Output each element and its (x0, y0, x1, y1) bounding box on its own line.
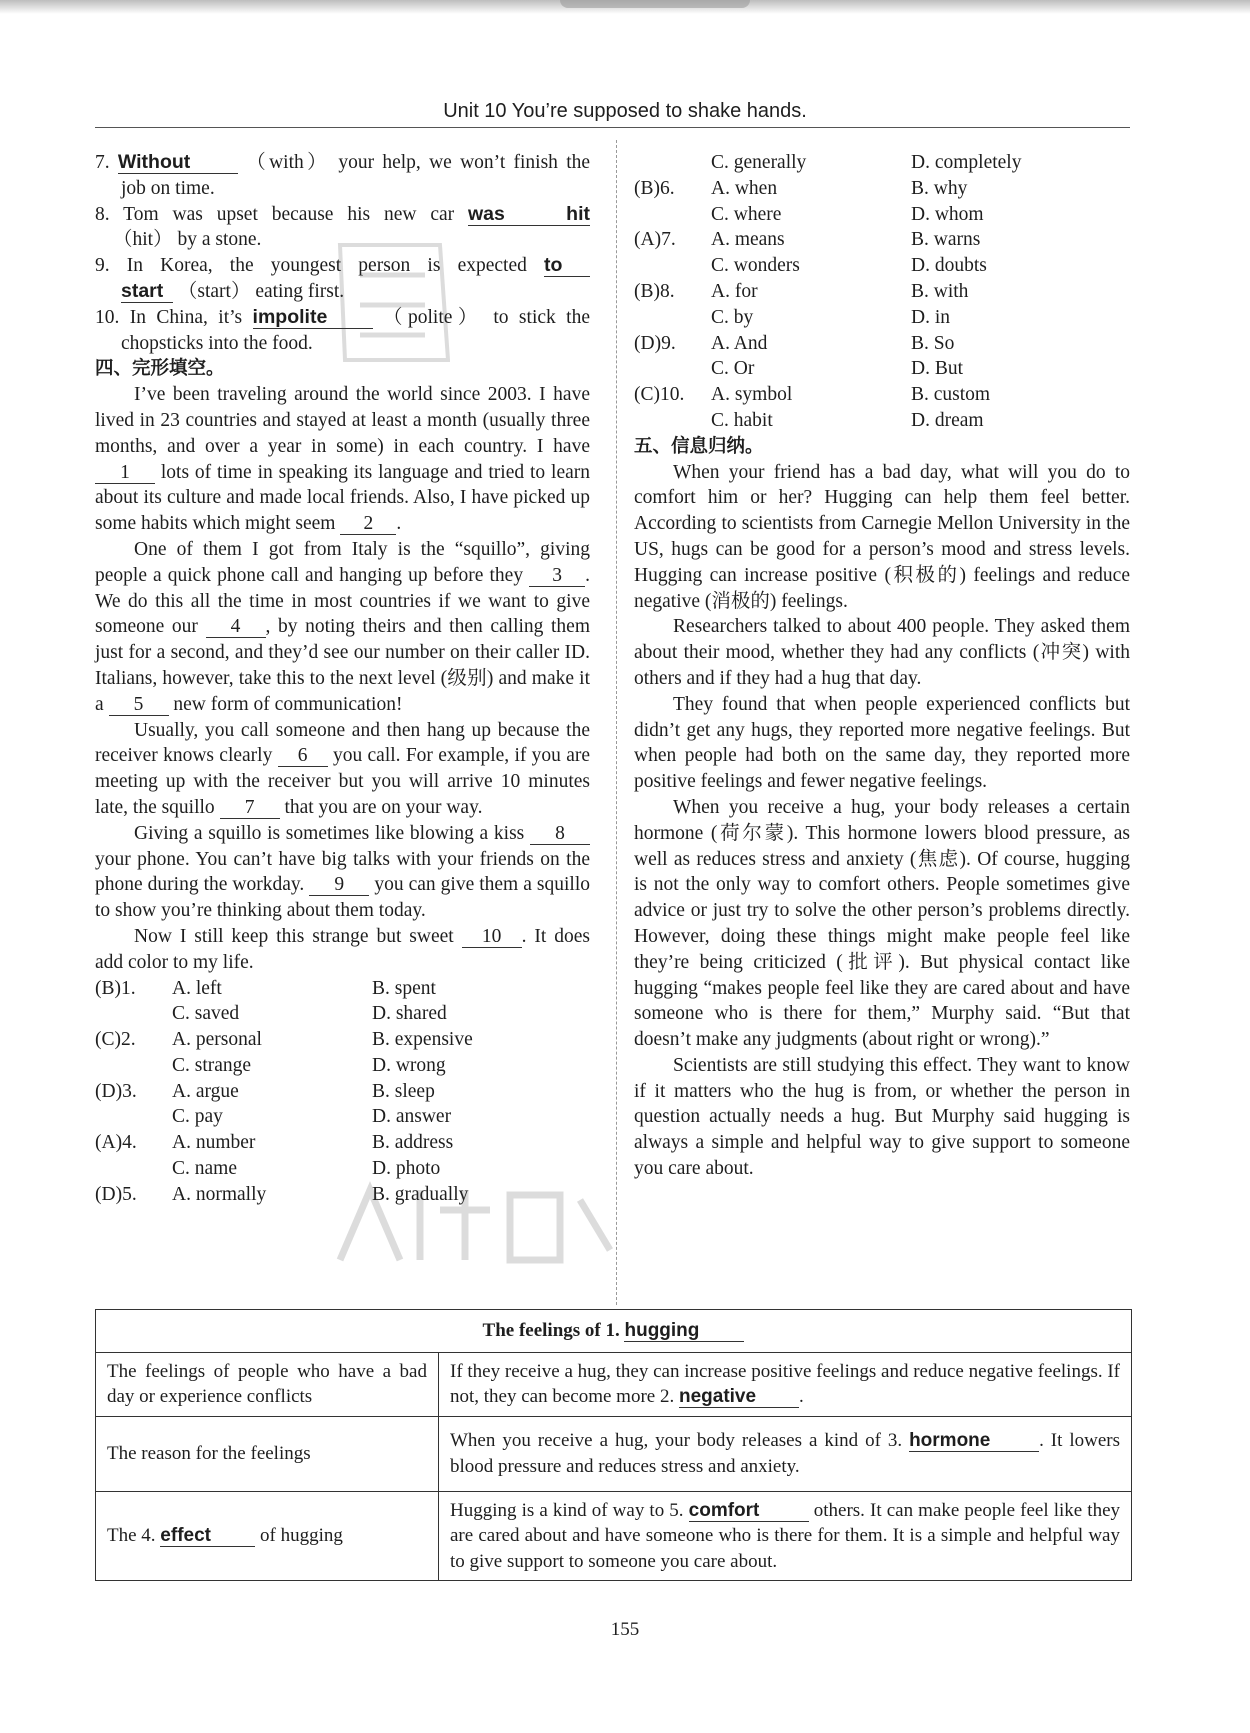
option-row: (B)8. A. for B. with (634, 280, 969, 302)
reading-paragraph-4: When you receive a hug, your body releases a certain hormone (荷尔蒙). This hormone lowers blood pressure, as well as reduces stress and anxiety (焦虑). Of course, hugging is not the only way to comfort others. People sometimes give advice or just try to solve the other person’s problems directly. However, doing these things might make people feel like they’re being criticized (批评). But physical contact like hugging “makes people feel like they are cared about and have someone who is there for them,” Murphy said. “But that doesn’t make any judgments (about right or wrong).” (634, 796, 1130, 1051)
cloze-blank: 10 (462, 926, 522, 948)
option-row: C. pay D. answer (172, 1106, 452, 1128)
cloze-blank: 4 (206, 616, 266, 638)
option-row: C. Or D. But (711, 358, 964, 380)
summary-table (95, 1309, 1132, 1581)
option-row: (D)9. A. And B. So (634, 332, 955, 354)
row-content: If they receive a hug, they can increase positive feelings and reduce negative feelings. If not, they can become more 2. negative . (439, 1352, 1132, 1416)
cloze-blank: 8 (530, 823, 590, 845)
cloze-blank: 6 (278, 745, 328, 767)
cloze-paragraph-5: Now I still keep this strange but sweet 10 . It does add color to my life. (95, 925, 591, 973)
answer-blank: comfort (689, 1500, 809, 1522)
question-9-cont: start （start） eating first. (121, 279, 345, 302)
question-10-cont: chopsticks into the food. (121, 332, 313, 354)
option-row: C. habit D. dream (711, 409, 984, 431)
option-row: C. saved D. shared (172, 1003, 447, 1025)
page-number: 155 (610, 1619, 640, 1640)
answer-blank: Without (118, 152, 238, 174)
scan-mark (560, 0, 750, 8)
row-label: The reason for the feelings (96, 1416, 439, 1491)
row-content: Hugging is a kind of way to 5. comfort others. It can make people feel like they are cared about and have someone who is there for them. It is a simple and helpful way to give support to someone you care about. (439, 1491, 1132, 1581)
watermark-stamp-icon (330, 235, 450, 370)
option-row: C. where D. whom (711, 203, 984, 225)
table-title-row (96, 1310, 1132, 1353)
cloze-blank: 9 (309, 874, 369, 896)
column-divider (616, 140, 617, 1305)
option-row: C. by D. in (711, 306, 950, 328)
reading-paragraph-2: Researchers talked to about 400 people. They asked them about their mood, whether they had any conflicts (冲突) with others and if they had a hug that day. (634, 616, 1130, 689)
option-row: (C)2. A. personal B. expensive (95, 1029, 473, 1051)
question-10: 10. In China, it’s impolite （polite） to stick the (95, 305, 590, 328)
cloze-paragraph-3: Usually, you call someone and then hang up because the receiver knows clearly 6 you call. For example, if you are meeting up with the receiver but you will arrive 10 minutes late, the squillo 7 that you are on your way. (95, 719, 591, 818)
option-row: (A)7. A. means B. warns (634, 229, 981, 251)
option-row: C. generally D. completely (711, 152, 1022, 173)
answer-blank: negative (679, 1386, 799, 1408)
answer-blank: effect (160, 1525, 255, 1547)
cloze-blank: 1 (95, 462, 155, 484)
reading-paragraph-5: Scientists are still studying this effect. They want to know if it matters who the hug is from, or whether the person in question actually needs a hug. But Murphy said hugging is always a simple and helpful way to give support to someone you care about. (634, 1054, 1130, 1180)
option-row: (B)6. A. when B. why (634, 177, 968, 199)
answer-blank: hormone (909, 1430, 1039, 1452)
row-label: The 4. effect of hugging (96, 1491, 439, 1581)
cloze-blank: 5 (109, 694, 169, 716)
cloze-paragraph-1: I’ve been traveling around the world since 2003. I have lived in 23 countries and stayed at least a month (usually three months, and over a year in some) in each country. I have 1 lots of time in speaking its language and tried to learn about its culture and made local friends. Also, I have picked up some habits which might seem 2 . (95, 384, 590, 535)
question-7-cont: job on time. (121, 177, 215, 199)
answer-blank: hugging (624, 1320, 744, 1342)
option-row: (B)1. A. left B. spent (95, 977, 436, 999)
cloze-blank: 7 (220, 797, 280, 819)
option-row: C. wonders D. doubts (711, 255, 987, 277)
cloze-paragraph-4: Giving a squillo is sometimes like blowing a kiss 8 your phone. You can’t have big talks with your friends on the phone during the workday. 9 you can give them a squillo to show you’re thinking about them today. (95, 822, 591, 922)
question-9: 9. In Korea, the youngest person is expected to (95, 253, 590, 279)
option-row: (C)10. A. symbol B. custom (634, 384, 991, 406)
cloze-blank: 3 (529, 565, 585, 587)
option-row: C. name D. photo (172, 1158, 441, 1180)
unit-header: Unit 10 You’re supposed to shake hands. (443, 100, 807, 122)
option-row: (A)4. A. number B. address (95, 1132, 454, 1154)
reading-paragraph-3: They found that when people experienced conflicts but didn’t get any hugs, they reported more negative feelings. But when people had both on the same day, they reported more positive feelings and fewer negative feelings. (634, 693, 1130, 793)
option-row: (D)5. A. normally B. gradually (95, 1183, 469, 1205)
table-title: The feelings of 1. hugging (96, 1310, 1132, 1353)
table-row (96, 1416, 1132, 1491)
watermark-icon (330, 1180, 620, 1270)
cloze-paragraph-2: One of them I got from Italy is the “squillo”, giving people a quick phone call and hanging up before they 3 . We do this all the time in most countries if we want to give someone our 4 , by noting theirs and then calling them just for a second, and they’d see our number on their caller ID. Italians, however, take this to the next level (级别) and make it a 5 new form of communication! (95, 538, 591, 715)
row-content: When you receive a hug, your body releases a kind of 3. hormone . It lowers blood pressure and reduces stress and anxiety. (439, 1416, 1132, 1491)
question-8: 8. Tom was upset because his new car was hit (95, 202, 590, 225)
question-8-cont: （hit） by a stone. (113, 229, 262, 251)
section5-heading: 五、信息归纳。 (634, 435, 764, 457)
answer-blank: start (121, 281, 173, 303)
answer-blank: to (544, 255, 590, 277)
right-column (634, 150, 1130, 1182)
answer-blank: impolite (253, 307, 373, 329)
table-row (96, 1352, 1132, 1416)
reading-paragraph-1: When your friend has a bad day, what will you do to comfort him or her? Hugging can help them feel better. According to scientists from Carnegie Mellon University in the US, hugs can be good for a person’s mood and stress levels. Hugging can increase positive (积极的) feelings and reduce negative (消极的) feelings. (634, 461, 1130, 612)
option-row: C. strange D. wrong (172, 1054, 446, 1076)
table-row (96, 1491, 1132, 1581)
header-rule (95, 127, 1130, 128)
row-label: The feelings of people who have a bad day or experience conflicts (96, 1352, 439, 1416)
cloze-blank: 2 (340, 513, 396, 535)
question-7: 7. Without （with） your help, we won’t finish the (95, 151, 591, 173)
answer-blank: was hit (468, 202, 590, 225)
option-row: (D)3. A. argue B. sleep (95, 1080, 435, 1102)
section4-heading: 四、完形填空。 (95, 358, 225, 380)
